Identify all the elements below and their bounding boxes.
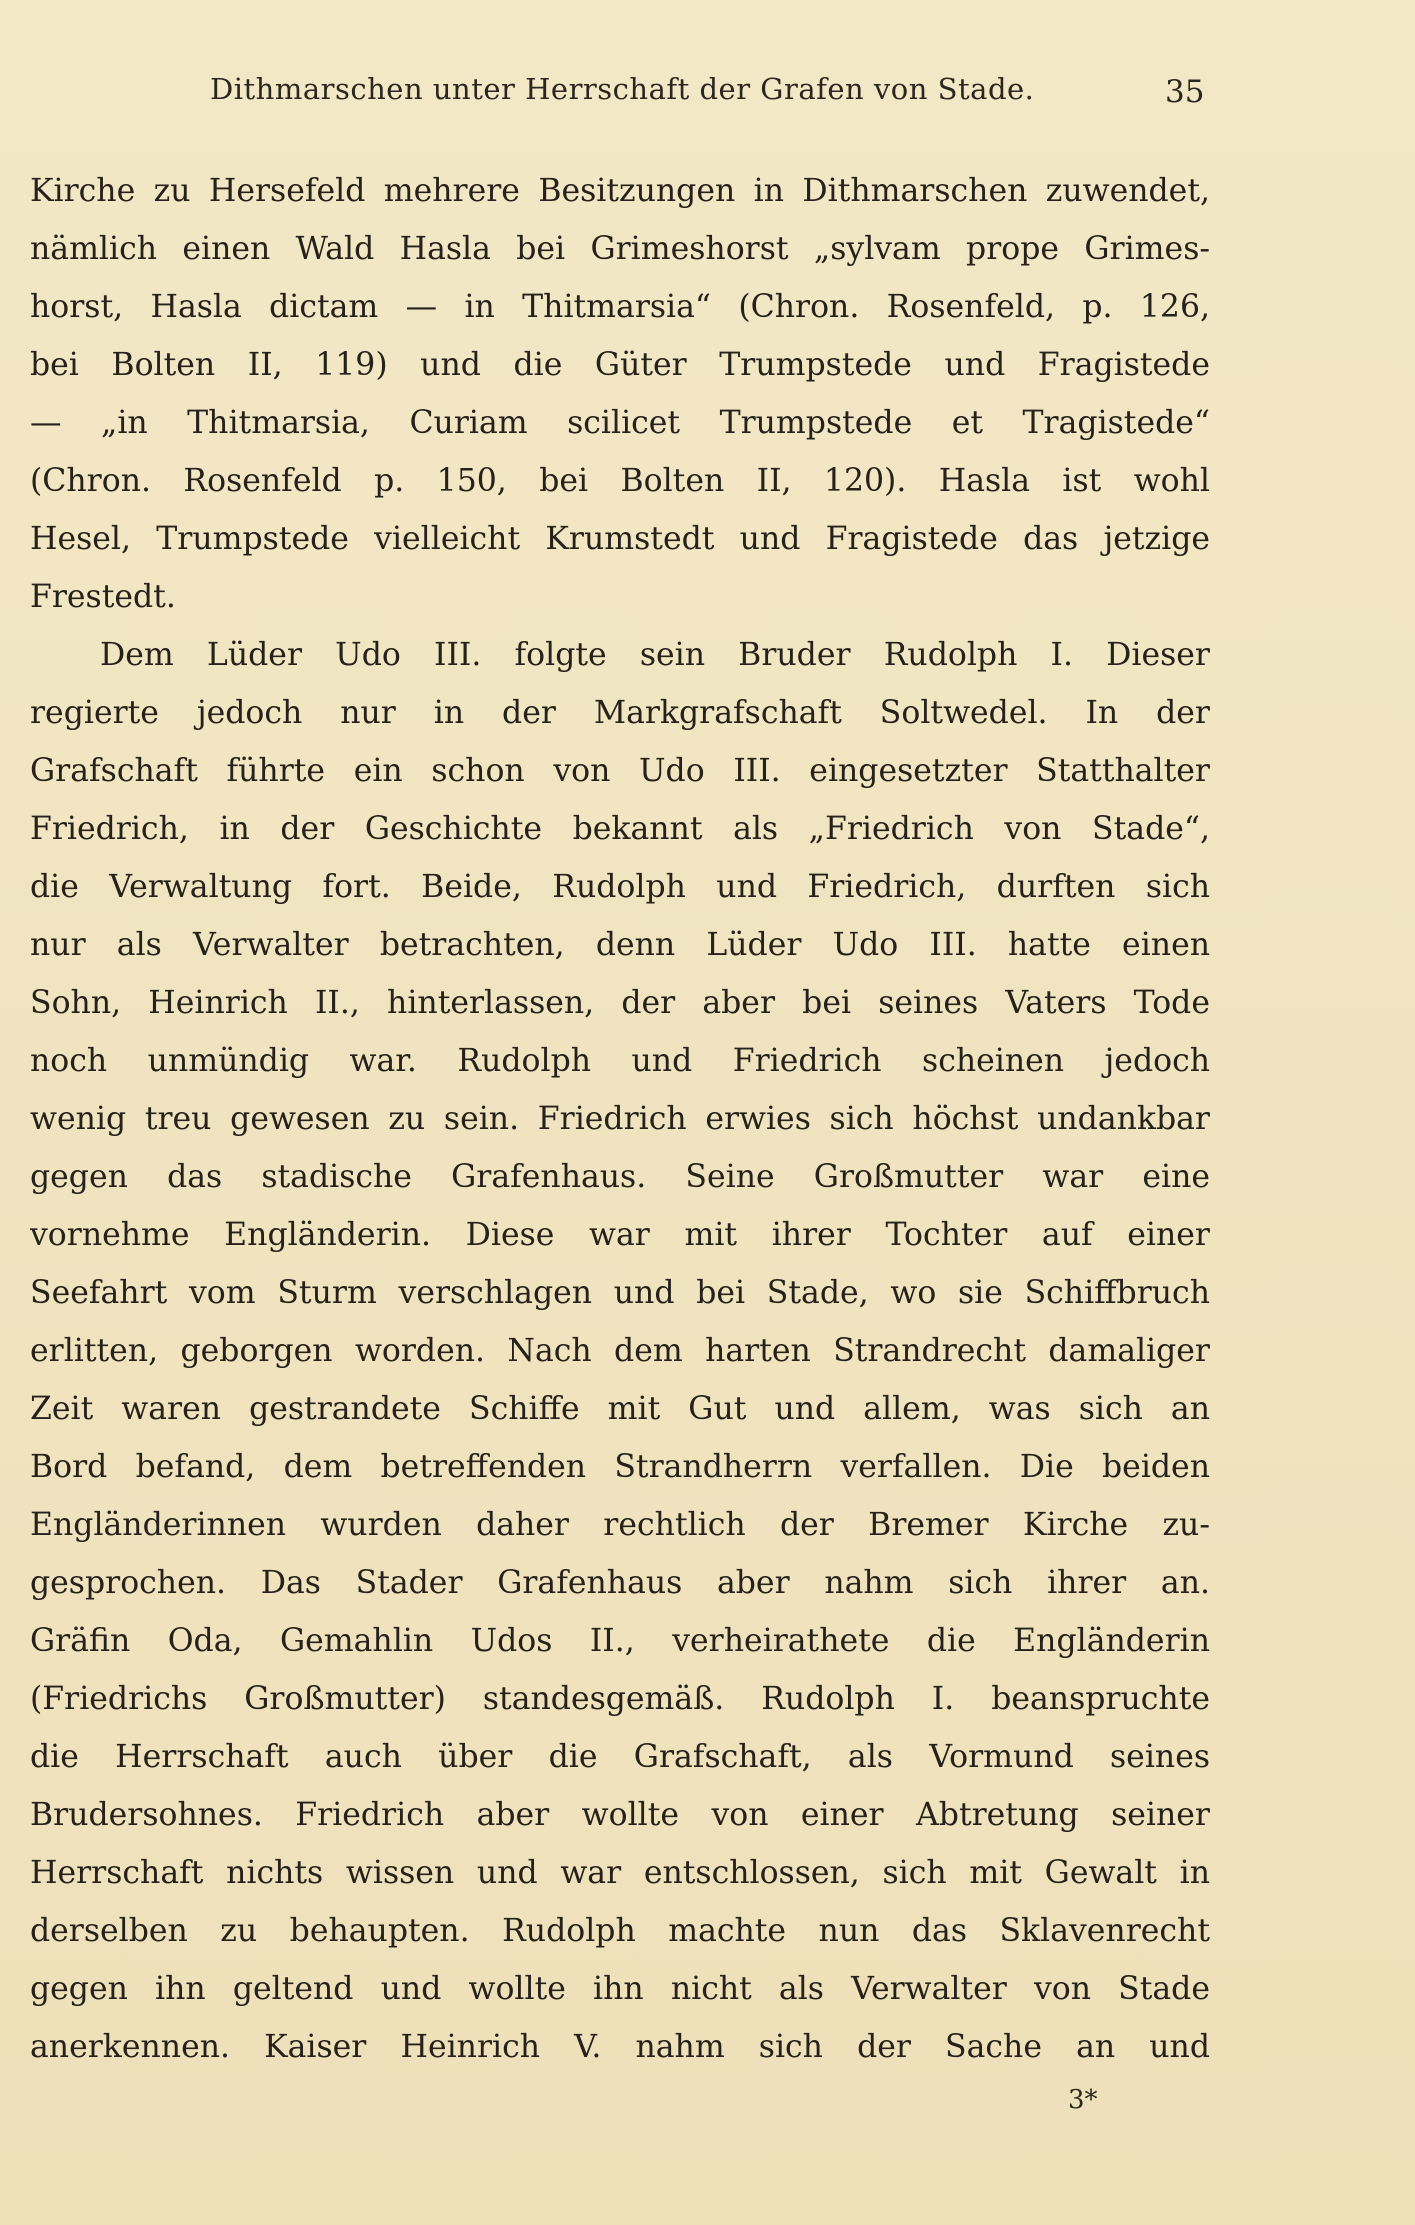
- text-line: Bord befand, dem betreffenden Strandherrn verfallen. Die beiden: [30, 1449, 1210, 1485]
- text-line: horst, Hasla dictam — in Thitmarsia“ (Chron. Rosenfeld, p. 126,: [30, 289, 1210, 325]
- text-line: gegen das stadische Grafenhaus. Seine Großmutter war eine: [30, 1159, 1210, 1195]
- text-line: Frestedt.: [30, 579, 176, 615]
- text-line: (Friedrichs Großmutter) standesgemäß. Rudolph I. beanspruchte: [30, 1681, 1210, 1717]
- signature-mark: 3*: [1068, 2085, 1098, 2115]
- text-line: Friedrich, in der Geschichte bekannt als „Friedrich von Stade“,: [30, 811, 1210, 847]
- text-line: wenig treu gewesen zu sein. Friedrich erwies sich höchst undankbar: [30, 1101, 1210, 1137]
- text-line: derselben zu behaupten. Rudolph machte nun das Sklavenrecht: [30, 1913, 1210, 1949]
- text-line: Seefahrt vom Sturm verschlagen und bei Stade, wo sie Schiffbruch: [30, 1275, 1210, 1311]
- text-line: vornehme Engländerin. Diese war mit ihrer Tochter auf einer: [30, 1217, 1210, 1253]
- body-text: [30, 162, 1210, 2076]
- page-number: 35: [1165, 74, 1205, 110]
- text-line: erlitten, geborgen worden. Nach dem harten Strandrecht damaliger: [30, 1333, 1210, 1369]
- text-line: Brudersohnes. Friedrich aber wollte von einer Abtretung seiner: [30, 1797, 1210, 1833]
- text-line: — „in Thitmarsia, Curiam scilicet Trumpstede et Tragistede“: [30, 405, 1210, 441]
- text-line: gegen ihn geltend und wollte ihn nicht als Verwalter von Stade: [30, 1971, 1210, 2007]
- text-line: die Herrschaft auch über die Grafschaft, als Vormund seines: [30, 1739, 1210, 1775]
- running-title: Dithmarschen unter Herrschaft der Grafen von Stade.: [210, 72, 1035, 106]
- paragraph-start-line: Dem Lüder Udo III. folgte sein Bruder Rudolph I. Dieser: [100, 637, 1210, 673]
- text-line: Engländerinnen wurden daher rechtlich der Bremer Kirche zu-: [30, 1507, 1210, 1543]
- text-line: Gräfin Oda, Gemahlin Udos II., verheirathete die Engländerin: [30, 1623, 1210, 1659]
- text-line: bei Bolten II, 119) und die Güter Trumpstede und Fragistede: [30, 347, 1210, 383]
- text-line: regierte jedoch nur in der Markgrafschaft Soltwedel. In der: [30, 695, 1210, 731]
- text-line: Herrschaft nichts wissen und war entschlossen, sich mit Gewalt in: [30, 1855, 1210, 1891]
- text-line: Zeit waren gestrandete Schiffe mit Gut und allem, was sich an: [30, 1391, 1210, 1427]
- text-line: anerkennen. Kaiser Heinrich V. nahm sich der Sache an und: [30, 2029, 1210, 2065]
- text-line: nämlich einen Wald Hasla bei Grimeshorst „sylvam prope Grimes-: [30, 231, 1210, 267]
- text-line: Kirche zu Hersefeld mehrere Besitzungen in Dithmarschen zuwendet,: [30, 173, 1210, 209]
- text-line: nur als Verwalter betrachten, denn Lüder Udo III. hatte einen: [30, 927, 1210, 963]
- text-line: gesprochen. Das Stader Grafenhaus aber nahm sich ihrer an.: [30, 1565, 1210, 1601]
- text-line: Sohn, Heinrich II., hinterlassen, der aber bei seines Vaters Tode: [30, 985, 1210, 1021]
- text-line: noch unmündig war. Rudolph und Friedrich scheinen jedoch: [30, 1043, 1210, 1079]
- text-line: Grafschaft führte ein schon von Udo III. eingesetzter Statthalter: [30, 753, 1210, 789]
- text-line: (Chron. Rosenfeld p. 150, bei Bolten II, 120). Hasla ist wohl: [30, 463, 1210, 499]
- text-line: Hesel, Trumpstede vielleicht Krumstedt und Fragistede das jetzige: [30, 521, 1210, 557]
- text-line: die Verwaltung fort. Beide, Rudolph und Friedrich, durften sich: [30, 869, 1210, 905]
